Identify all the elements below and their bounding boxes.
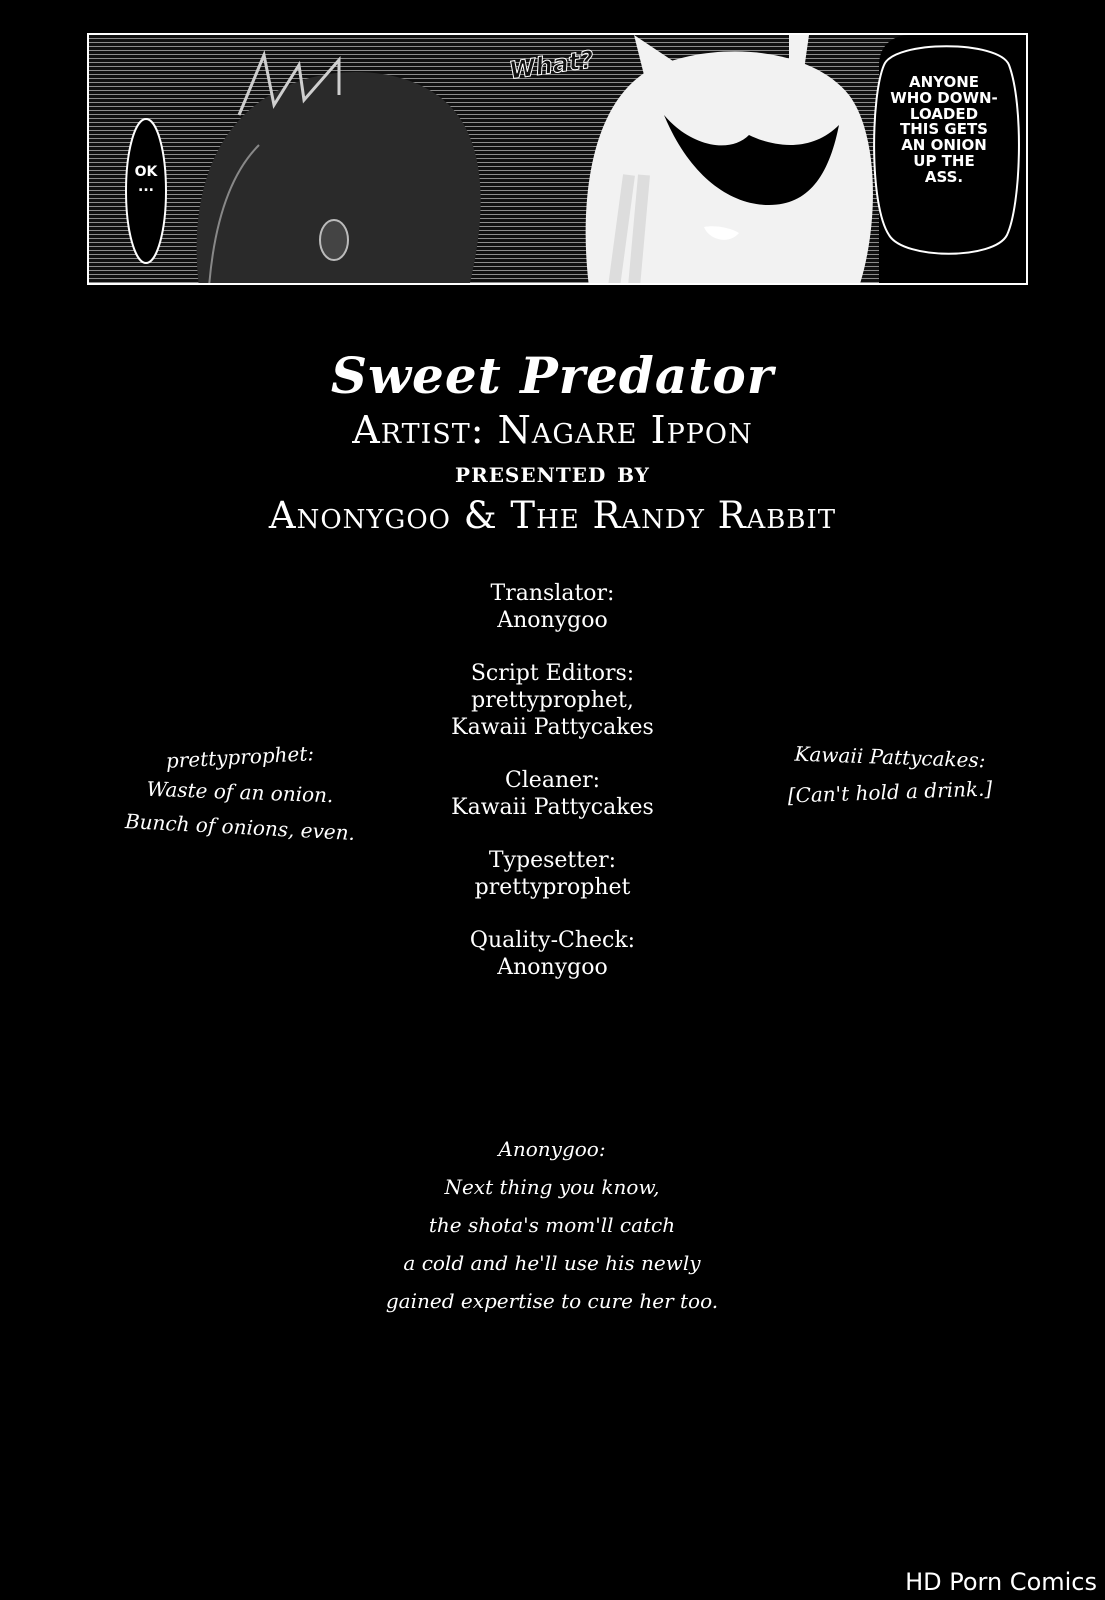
credit-translator bbox=[0, 580, 1105, 634]
note-line: Kawaii Pattycakes: bbox=[794, 741, 986, 773]
note-line: Waste of an onion. bbox=[146, 776, 334, 808]
credit-name: Anonygoo bbox=[497, 955, 608, 980]
speech-bubble-right-text: ANYONE WHO DOWN- LOADED THIS GETS AN ONION UP THE ASS. bbox=[890, 73, 998, 186]
note-line: a cold and he'll use his newly bbox=[403, 1251, 701, 1275]
note-line: the shota's mom'll catch bbox=[428, 1213, 676, 1237]
presented-by-label: presented by bbox=[455, 456, 650, 489]
credit-typesetter bbox=[0, 847, 1105, 901]
credit-name: Kawaii Pattycakes bbox=[451, 795, 654, 820]
note-line: Next thing you know, bbox=[444, 1175, 660, 1199]
credit-role: Quality-Check: bbox=[469, 928, 636, 953]
note-kawaii-pattycakes bbox=[770, 740, 1010, 810]
credit-script-editors bbox=[0, 660, 1105, 741]
credit-name: Anonygoo bbox=[497, 608, 608, 633]
credit-quality-check bbox=[0, 927, 1105, 981]
note-line: Bunch of onions, even. bbox=[124, 808, 356, 846]
credit-role: Script Editors: bbox=[470, 661, 635, 686]
boy-ear bbox=[320, 220, 348, 260]
scanlation-groups: Anonygoo & The Randy Rabbit bbox=[268, 494, 837, 537]
note-anonygoo bbox=[352, 1130, 752, 1320]
note-line: prettyprophet: bbox=[165, 741, 315, 773]
credit-role: Cleaner: bbox=[504, 768, 601, 793]
credit-name: prettyprophet, bbox=[471, 688, 634, 713]
note-line: gained expertise to cure her too. bbox=[385, 1289, 719, 1313]
credit-name: Kawaii Pattycakes bbox=[451, 715, 654, 740]
note-prettyprophet bbox=[120, 740, 360, 845]
manga-panel bbox=[87, 33, 1028, 285]
speech-bubble-left-text: OK ... bbox=[134, 164, 158, 195]
title-block bbox=[0, 345, 1105, 539]
credit-role: Typesetter: bbox=[488, 848, 617, 873]
sfx-what-text: What? bbox=[507, 45, 596, 85]
credit-name: prettyprophet bbox=[474, 875, 631, 900]
note-line: [Can't hold a drink.] bbox=[787, 776, 993, 808]
comic-title: Sweet Predator bbox=[330, 346, 775, 405]
watermark: HD Porn Comics bbox=[905, 1568, 1097, 1596]
note-line: Anonygoo: bbox=[498, 1137, 606, 1161]
artist-credit: Artist: Nagare Ippon bbox=[352, 408, 753, 452]
credit-role: Translator: bbox=[490, 581, 615, 606]
